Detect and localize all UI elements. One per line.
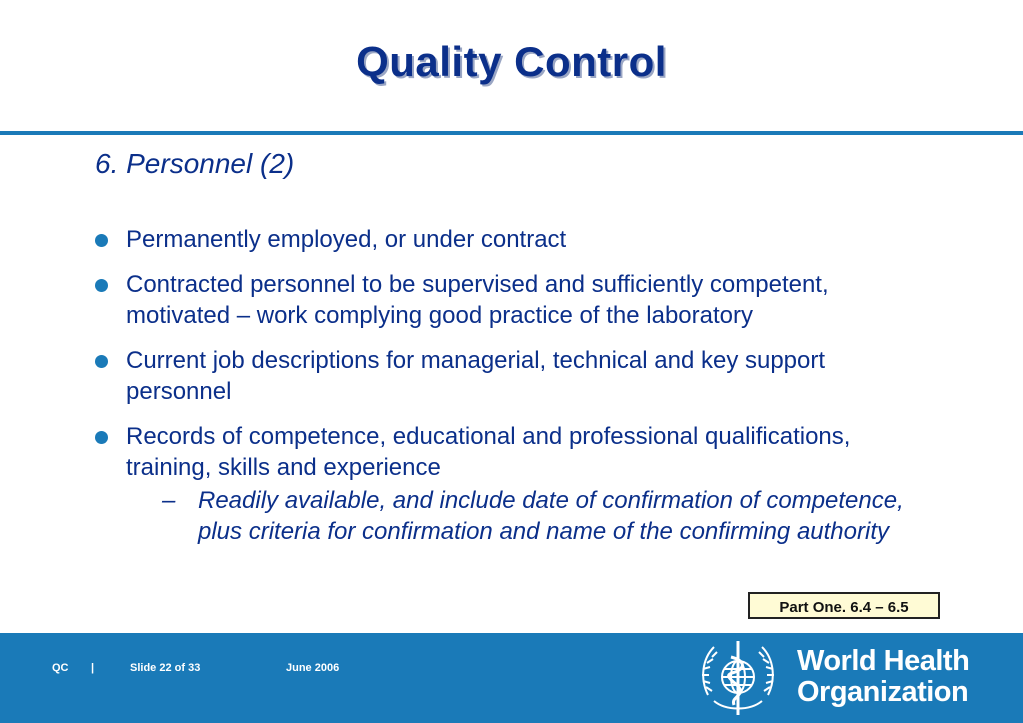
footer-date: June 2006 [286, 662, 340, 674]
bullet-list [95, 224, 925, 561]
bullet-text: Records of competence, educational and professional qualifications, training, skills and experience [126, 423, 851, 481]
bullet-dot-icon [95, 355, 108, 368]
slide-title: Quality Control [356, 38, 667, 85]
bullet-text: Current job descriptions for managerial, technical and key support personnel [126, 347, 826, 405]
bullet-text: Permanently employed, or under contract [126, 226, 567, 253]
reference-box: Part One. 6.4 – 6.5 [748, 592, 940, 619]
bullet-item [95, 421, 925, 547]
sub-bullet-text: Readily available, and include date of confirmation of competence, plus criteria for confirmation and name of the confirming authority [198, 487, 904, 545]
sub-bullet-item [126, 485, 925, 547]
bullet-item [95, 224, 925, 255]
sub-bullet-dash: – [162, 487, 176, 514]
bullet-dot-icon [95, 234, 108, 247]
who-emblem-icon [694, 633, 782, 721]
title-divider [0, 131, 1023, 135]
footer-section: QC [52, 662, 69, 674]
bullet-dot-icon [95, 431, 108, 444]
organization-name [797, 646, 969, 708]
bullet-item [95, 269, 925, 331]
footer-separator: | [91, 662, 95, 674]
slide-subtitle: 6. Personnel (2) [95, 148, 295, 179]
organization-name-line1: World Health [797, 645, 970, 677]
organization-name-line2: Organization [797, 676, 969, 708]
bullet-dot-icon [95, 279, 108, 292]
bullet-item [95, 345, 925, 407]
footer-slide-number: Slide 22 of 33 [130, 662, 201, 674]
bullet-text: Contracted personnel to be supervised and sufficiently competent, motivated – work complying good practice of the laboratory [126, 271, 829, 329]
